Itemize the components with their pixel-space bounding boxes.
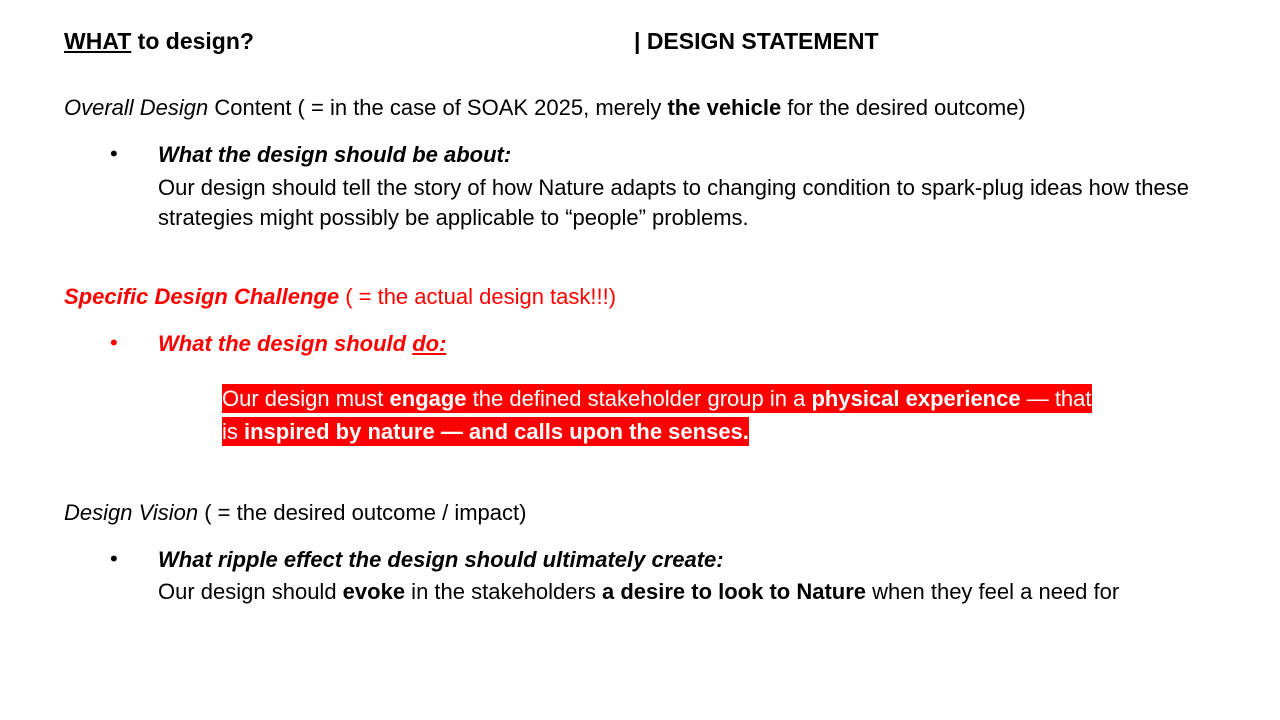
design-vision-text-2: in the stakeholders: [405, 579, 602, 605]
spacer-after-specific-challenge: [64, 449, 1224, 483]
overall-design-lead-text-2: for the desired outcome): [781, 95, 1026, 120]
overall-design-lead-text-1: Content ( = in the case of SOAK 2025, merely: [208, 95, 668, 120]
design-vision-bullet: [64, 545, 1224, 608]
bullet-dot-icon: •: [110, 141, 118, 167]
design-statement-highlight: [222, 382, 1102, 449]
overall-design-lead-bold: the vehicle: [667, 95, 782, 120]
slide-header: [64, 28, 1224, 78]
design-statement-text: [222, 384, 1092, 446]
bullet-dot-icon: •: [110, 330, 118, 356]
bullet-dot-icon: •: [110, 545, 118, 571]
header-title-right: | DESIGN STATEMENT: [634, 28, 879, 54]
design-vision-lead-text: ( = the desired outcome / impact): [198, 499, 527, 525]
section-design-vision: [64, 499, 1224, 608]
overall-design-label: Overall Design: [64, 95, 209, 120]
specific-challenge-bullet-title-pre: What the design should: [158, 331, 413, 357]
design-statement-bold-2: physical experience: [811, 385, 1021, 411]
section-specific-design-challenge: [64, 283, 1224, 448]
specific-challenge-bullet-title-underline: do:: [412, 331, 447, 357]
overall-design-bullet: [64, 140, 1224, 233]
design-vision-title-bold: ripple effect: [217, 546, 343, 572]
design-vision-text-bold-2: a desire to look to Nature: [601, 579, 867, 605]
design-vision-text-bold-1: evoke: [342, 579, 406, 605]
specific-challenge-label: Specific Design Challenge: [64, 284, 340, 310]
overall-design-bullet-text: Our design should tell the story of how Nature adapts to changing condition to spark-plug ideas how these strategies might possibly be applicable to “people” problems.: [158, 174, 1189, 230]
design-vision-text-1: Our design should: [158, 579, 343, 605]
specific-challenge-bullet: [64, 329, 1224, 359]
header-title-emphasis: WHAT: [64, 28, 132, 54]
design-vision-label: Design Vision: [64, 499, 199, 525]
design-vision-title-pre: What: [158, 546, 218, 572]
overall-design-bullet-body: [158, 140, 1224, 233]
spacer-after-overall-design: [64, 233, 1224, 267]
design-vision-lead: [64, 499, 1224, 527]
design-statement-bold-1: engage: [389, 385, 467, 411]
design-statement-part-3: — that is: [222, 385, 1092, 445]
specific-challenge-lead: [64, 283, 1224, 311]
specific-challenge-bullet-body: [158, 329, 1224, 359]
specific-challenge-bullet-title: [158, 329, 1224, 359]
overall-design-lead: [64, 94, 1224, 122]
design-vision-bullet-title: [158, 545, 1224, 575]
design-vision-bullet-body: [158, 545, 1224, 608]
header-title-rest: to design?: [131, 28, 254, 54]
design-vision-title-post: the design should ultimately create:: [342, 546, 724, 572]
design-vision-bullet-text: [158, 577, 1224, 607]
design-statement-part-1: Our design must: [222, 385, 390, 411]
overall-design-bullet-title: What the design should be about:: [158, 142, 512, 168]
design-statement-bold-3: inspired by nature — and calls upon the senses.: [244, 419, 749, 445]
specific-challenge-lead-text: ( = the actual design task!!!): [339, 284, 617, 310]
header-title-left: [64, 28, 634, 55]
design-vision-text-3: when they feel a need for: [866, 579, 1120, 605]
design-statement-part-2: the defined stakeholder group in a: [466, 385, 812, 411]
section-overall-design: [64, 94, 1224, 233]
